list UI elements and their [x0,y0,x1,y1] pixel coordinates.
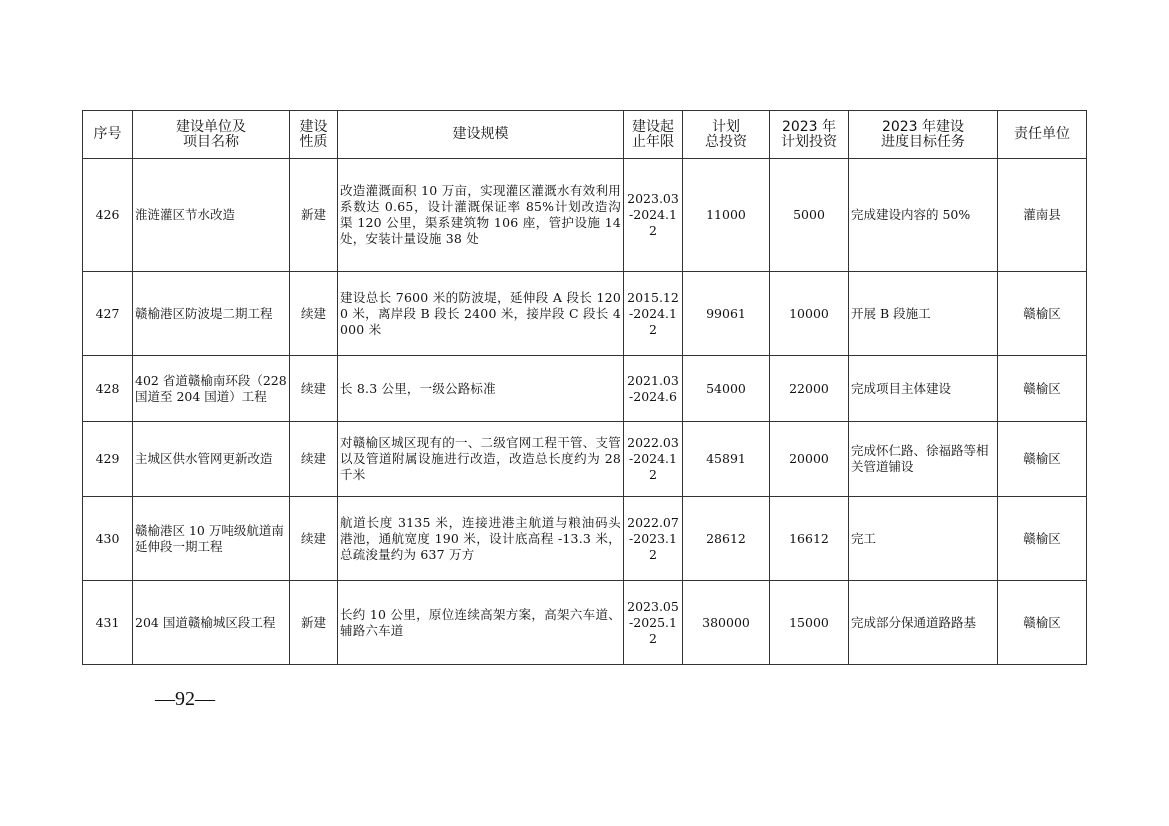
row-project-name: 402 省道赣榆南环段（228 国道至 204 国道）工程 [133,356,290,422]
row-construction-scale: 航道长度 3135 米，连接进港主航道与粮油码头港池，通航宽度 190 米，设计底高程 -13.3 米，总疏浚量约为 637 万方 [338,497,624,581]
row-2023-target: 完成建设内容的 50% [849,159,998,272]
row-serial-no: 431 [83,581,133,665]
row-2023-target: 完工 [849,497,998,581]
row-total-investment: 54000 [683,356,770,422]
row-construction-type: 新建 [290,581,338,665]
row-construction-type: 续建 [290,356,338,422]
row-project-name: 204 国道赣榆城区段工程 [133,581,290,665]
row-project-name: 赣榆港区 10 万吨级航道南延伸段一期工程 [133,497,290,581]
row-2023-target: 完成怀仁路、徐福路等相关管道铺设 [849,422,998,497]
row-2023-investment: 5000 [770,159,849,272]
row-serial-no: 428 [83,356,133,422]
header-serial-no: 序号 [83,111,133,159]
row-construction-type: 新建 [290,159,338,272]
row-2023-target: 开展 B 段施工 [849,272,998,356]
table-row [83,422,1087,497]
row-2023-investment: 16612 [770,497,849,581]
row-project-name: 赣榆港区防波堤二期工程 [133,272,290,356]
row-construction-period: 2023.05-2025.12 [624,581,683,665]
header-project-name: 建设单位及 项目名称 [133,111,290,159]
header-construction-type: 建设 性质 [290,111,338,159]
row-serial-no: 427 [83,272,133,356]
row-responsible-unit: 赣榆区 [998,356,1087,422]
row-2023-investment: 22000 [770,356,849,422]
table-header-row [83,111,1087,159]
row-project-name: 主城区供水管网更新改造 [133,422,290,497]
row-construction-scale: 建设总长 7600 米的防波堤，延伸段 A 段长 1200 米，离岸段 B 段长 2400 米，接岸段 C 段长 4000 米 [338,272,624,356]
row-project-name: 淮涟灌区节水改造 [133,159,290,272]
row-total-investment: 380000 [683,581,770,665]
row-serial-no: 426 [83,159,133,272]
row-construction-type: 续建 [290,272,338,356]
row-construction-period: 2022.07-2023.12 [624,497,683,581]
row-responsible-unit: 赣榆区 [998,422,1087,497]
header-construction-period: 建设起 止年限 [624,111,683,159]
row-construction-type: 续建 [290,422,338,497]
table-row [83,497,1087,581]
row-2023-investment: 20000 [770,422,849,497]
row-serial-no: 429 [83,422,133,497]
header-2023-investment: 2023 年 计划投资 [770,111,849,159]
row-construction-period: 2022.03-2024.12 [624,422,683,497]
header-2023-target: 2023 年建设 进度目标任务 [849,111,998,159]
row-responsible-unit: 赣榆区 [998,581,1087,665]
row-2023-investment: 10000 [770,272,849,356]
row-construction-scale: 改造灌溉面积 10 万亩，实现灌区灌溉水有效利用系数达 0.65，设计灌溉保证率 85%计划改造沟渠 120 公里，渠系建筑物 106 座，管护设施 14 处，安装计量设施 38 处 [338,159,624,272]
header-construction-scale: 建设规模 [338,111,624,159]
row-construction-type: 续建 [290,497,338,581]
row-construction-period: 2021.03-2024.6 [624,356,683,422]
row-serial-no: 430 [83,497,133,581]
row-responsible-unit: 赣榆区 [998,272,1087,356]
page-number: —92— [155,688,215,710]
row-construction-scale: 对赣榆区城区现有的一、二级官网工程干管、支管以及管道附属设施进行改造，改造总长度约为 28 千米 [338,422,624,497]
row-2023-investment: 15000 [770,581,849,665]
row-responsible-unit: 灌南县 [998,159,1087,272]
row-construction-period: 2015.12-2024.12 [624,272,683,356]
row-total-investment: 45891 [683,422,770,497]
header-total-investment: 计划 总投资 [683,111,770,159]
row-responsible-unit: 赣榆区 [998,497,1087,581]
row-total-investment: 99061 [683,272,770,356]
row-total-investment: 11000 [683,159,770,272]
table-row [83,356,1087,422]
row-construction-scale: 长 8.3 公里，一级公路标准 [338,356,624,422]
row-construction-scale: 长约 10 公里，原位连续高架方案，高架六车道、辅路六车道 [338,581,624,665]
table-row [83,272,1087,356]
row-2023-target: 完成项目主体建设 [849,356,998,422]
row-construction-period: 2023.03-2024.12 [624,159,683,272]
table-row [83,581,1087,665]
row-2023-target: 完成部分保通道路路基 [849,581,998,665]
header-responsible-unit: 责任单位 [998,111,1087,159]
row-total-investment: 28612 [683,497,770,581]
project-table [82,110,1087,665]
table-row [83,159,1087,272]
